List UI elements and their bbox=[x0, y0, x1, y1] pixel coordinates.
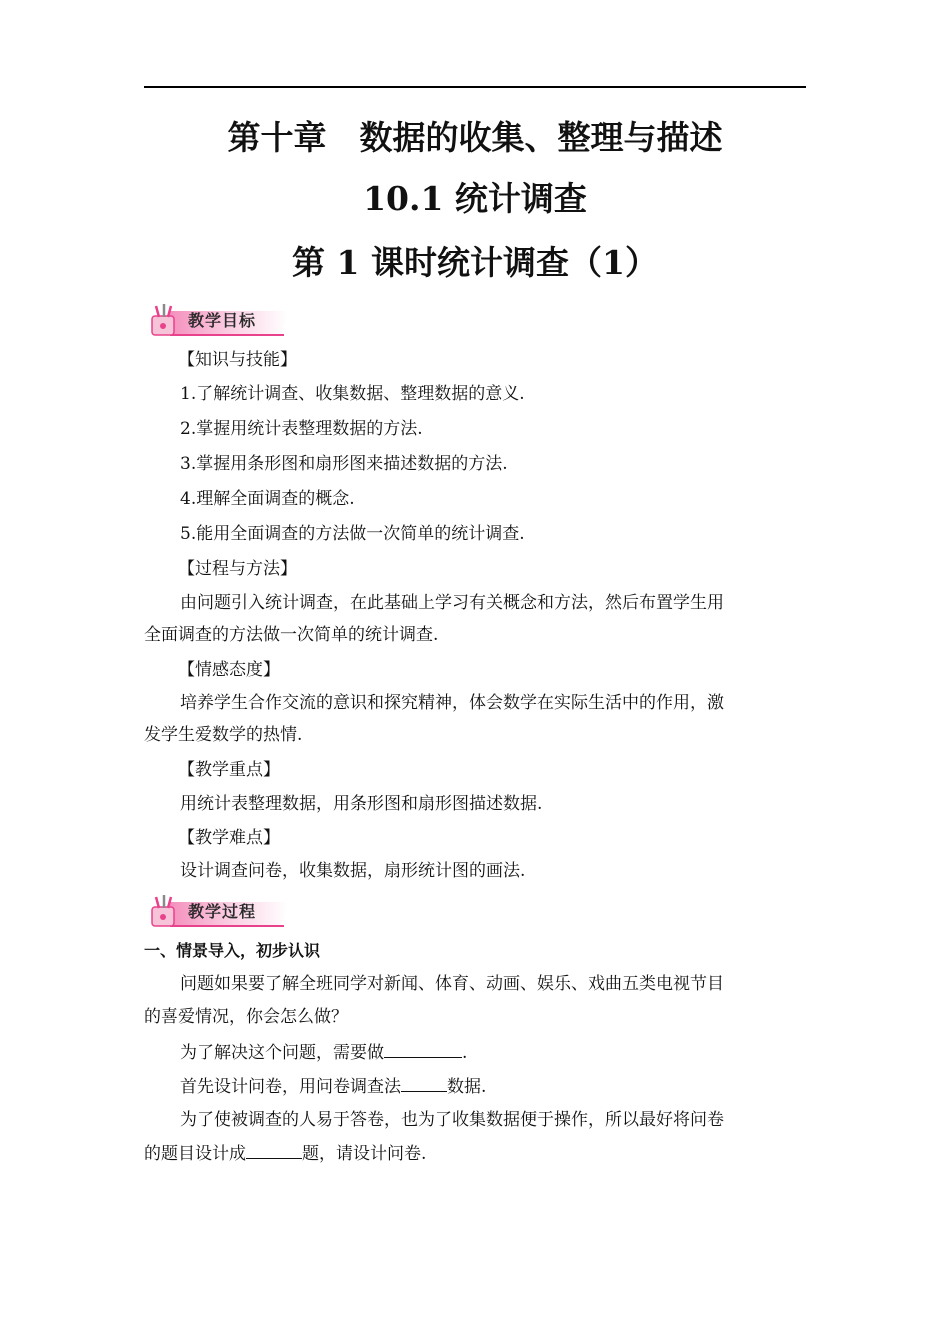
answer-blank[interactable] bbox=[384, 1039, 462, 1058]
fill-in-line-1 bbox=[144, 1039, 806, 1066]
header-rule bbox=[144, 86, 806, 88]
fill-in-text: 数据. bbox=[447, 1077, 487, 1097]
fill-in-text: 题，请设计问卷. bbox=[302, 1144, 427, 1164]
fill-in-text: . bbox=[462, 1043, 468, 1063]
knowledge-item: 1.了解统计调查、收集数据、整理数据的意义. bbox=[180, 384, 525, 404]
section-heading: 一、情景导入，初步认识 bbox=[144, 941, 321, 960]
key-points-text: 用统计表整理数据，用条形图和扇形图描述数据. bbox=[180, 794, 543, 814]
answer-blank[interactable] bbox=[401, 1073, 447, 1092]
answer-blank[interactable] bbox=[246, 1140, 302, 1159]
difficulty-text: 设计调查问卷，收集数据，扇形统计图的画法. bbox=[180, 861, 526, 881]
process-heading: 【过程与方法】 bbox=[178, 559, 297, 579]
attitude-heading: 【情感态度】 bbox=[178, 660, 280, 680]
difficulty-heading: 【教学难点】 bbox=[178, 828, 280, 848]
knowledge-item: 3.掌握用条形图和扇形图来描述数据的方法. bbox=[180, 454, 508, 474]
process-badge bbox=[144, 893, 290, 929]
chapter-title: 第十章 数据的收集、整理与描述 bbox=[227, 118, 723, 157]
goals-badge-label: 教学目标 bbox=[188, 311, 257, 330]
fill-in-text: 的题目设计成 bbox=[144, 1144, 246, 1164]
fill-in-text: 首先设计问卷，用问卷调查法 bbox=[180, 1077, 401, 1097]
question-line1: 问题如果要了解全班同学对新闻、体育、动画、娱乐、戏曲五类电视节目 bbox=[180, 974, 724, 994]
key-points-heading: 【教学重点】 bbox=[178, 760, 280, 780]
question-line2: 的喜爱情况，你会怎么做？ bbox=[144, 1007, 348, 1027]
process-text-line2: 全面调查的方法做一次简单的统计调查. bbox=[144, 625, 439, 645]
fill-in-line-3 bbox=[144, 1140, 806, 1167]
lesson-title: 第 1 课时统计调查（1） bbox=[292, 243, 658, 282]
fill-in-text: 为了解决这个问题，需要做 bbox=[180, 1043, 384, 1063]
section-title: 10.1 统计调查 bbox=[363, 179, 587, 218]
knowledge-item: 4.理解全面调查的概念. bbox=[180, 489, 355, 509]
attitude-text-line1: 培养学生合作交流的意识和探究精神，体会数学在实际生活中的作用，激 bbox=[180, 693, 724, 713]
fill-in-line-2 bbox=[144, 1073, 806, 1100]
design-line1: 为了使被调查的人易于答卷，也为了收集数据便于操作，所以最好将问卷 bbox=[180, 1110, 724, 1130]
process-text-line1: 由问题引入统计调查，在此基础上学习有关概念和方法，然后布置学生用 bbox=[180, 593, 724, 613]
attitude-text-line2: 发学生爱数学的热情. bbox=[144, 725, 303, 745]
process-badge-label: 教学过程 bbox=[188, 902, 257, 921]
knowledge-item: 2.掌握用统计表整理数据的方法. bbox=[180, 419, 423, 439]
knowledge-heading: 【知识与技能】 bbox=[178, 350, 297, 370]
goals-badge bbox=[144, 302, 290, 338]
knowledge-item: 5.能用全面调查的方法做一次简单的统计调查. bbox=[180, 524, 525, 544]
